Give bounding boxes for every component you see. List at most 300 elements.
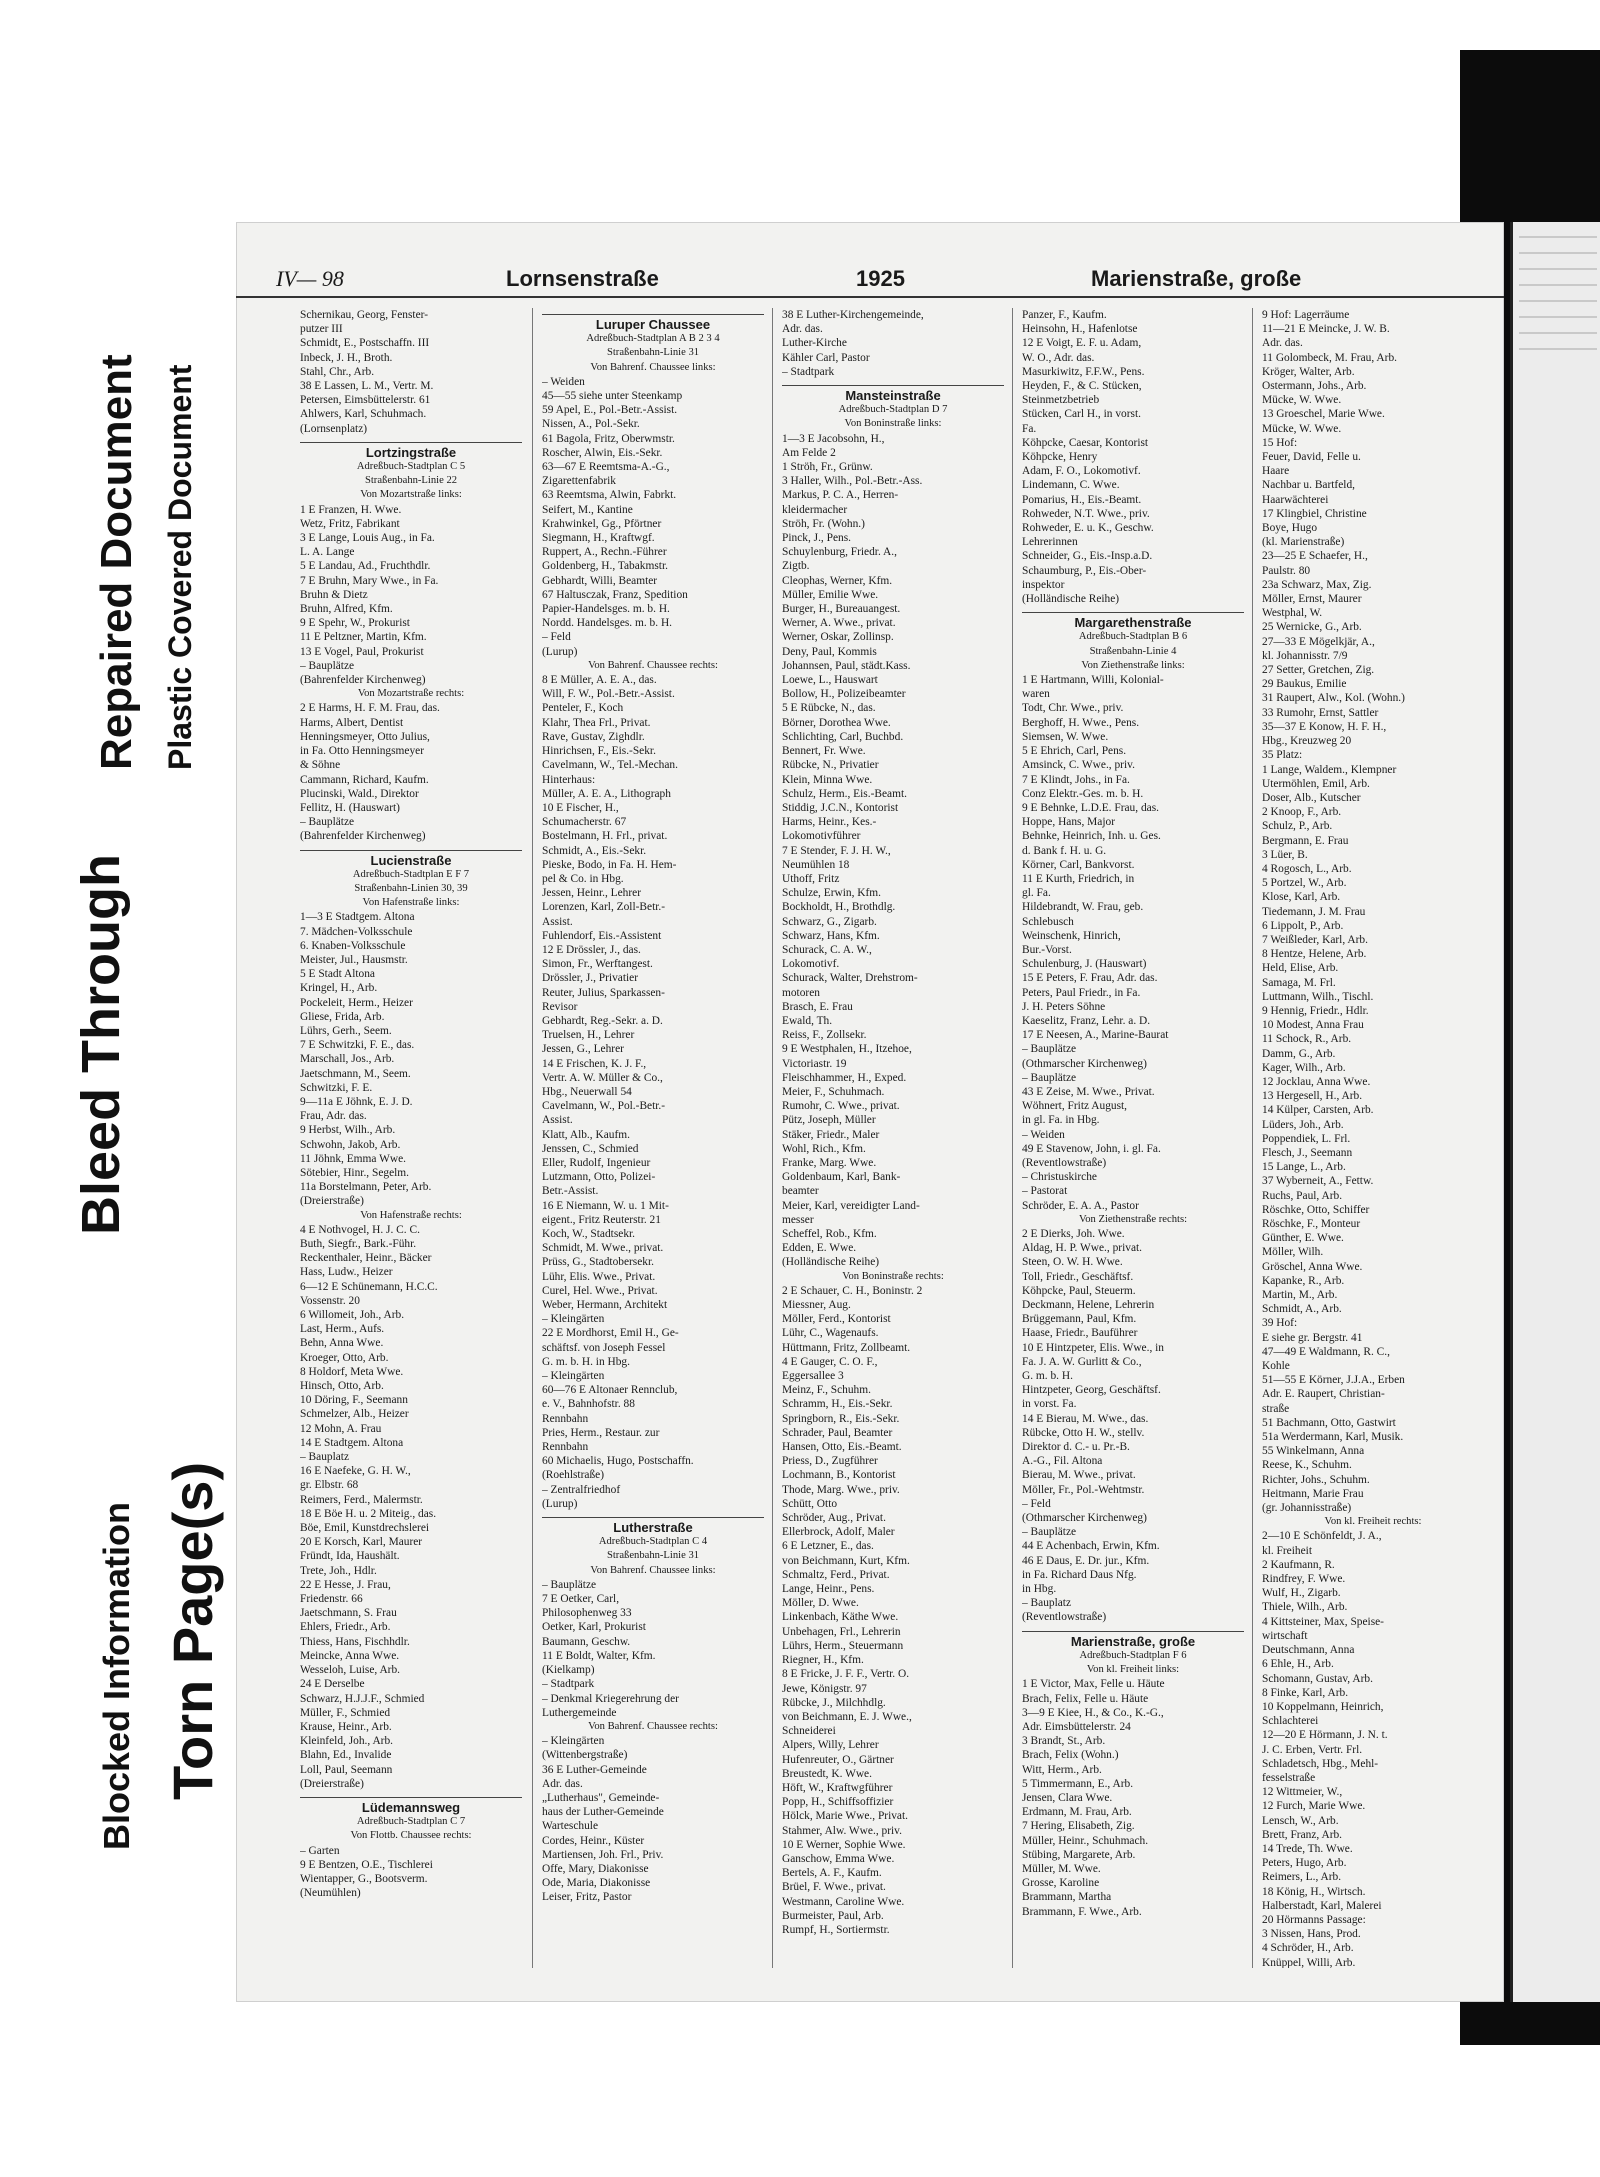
directory-entry: Schmidt, M. Wwe., privat.	[542, 1242, 664, 1255]
directory-entry: Rübcke, J., Milchhdlg.	[782, 1696, 886, 1709]
directory-entry: Adr. das.	[782, 323, 823, 336]
directory-entry: Möller, Fr., Pol.-Wehtmstr.	[1022, 1483, 1145, 1496]
street-subheading: Adreßbuch-Stadtplan B 6	[1078, 631, 1188, 643]
street-subheading: Von Bahrenf. Chaussee rechts:	[588, 1720, 718, 1732]
directory-entry: & Söhne	[300, 759, 341, 772]
directory-entry: – Bauplätze	[542, 1578, 597, 1591]
directory-entry: in Hbg.	[1022, 1583, 1057, 1596]
directory-entry: Marschall, Jos., Arb.	[300, 1053, 395, 1066]
directory-entry: Klahr, Thea Frl., Privat.	[542, 716, 651, 729]
street-subheading: Von Boninstraße links:	[844, 418, 942, 430]
directory-entry: 11 E Boldt, Walter, Kfm.	[542, 1649, 656, 1662]
directory-entry: Baumann, Geschw.	[542, 1635, 631, 1648]
directory-entry: motoren	[782, 986, 820, 999]
directory-entry: Köhpcke, Paul, Steuerm.	[1022, 1284, 1136, 1297]
directory-entry: Schramm, H., Eis.-Sekr.	[782, 1398, 893, 1411]
directory-entry: Aldag, H. P. Wwe., privat.	[1022, 1242, 1143, 1255]
directory-entry: Grosse, Karoline	[1022, 1877, 1100, 1890]
directory-entry: 7 E Klindt, Johs., in Fa.	[1022, 773, 1130, 786]
directory-entry: 5 Portzel, W., Arb.	[1262, 877, 1347, 890]
directory-entry: Am Felde 2	[782, 446, 836, 459]
directory-entry: 63—67 E Reemtsma-A.-G.,	[542, 461, 670, 474]
directory-entry: 7 Hering, Elisabeth, Zig.	[1022, 1820, 1135, 1833]
directory-entry: Harms, Heinr., Kes.-	[782, 816, 877, 829]
directory-entry: Meier, F., Schuhmach.	[782, 1085, 885, 1098]
directory-entry: Schulze, Erwin, Kfm.	[782, 887, 882, 900]
directory-entry: Boye, Hugo	[1262, 522, 1318, 535]
directory-entry: 10 Koppelmann, Heinrich,	[1262, 1700, 1384, 1713]
directory-entry: Rübcke, N., Privatier	[782, 759, 879, 772]
directory-entry: Reimers, Ferd., Malermstr.	[300, 1493, 423, 1506]
directory-entry: Fa. J. A. W. Gurlitt & Co.,	[1022, 1355, 1142, 1368]
directory-entry: 4 Rogosch, L., Arb.	[1262, 862, 1352, 875]
directory-entry: Breustedt, K. Wwe.	[782, 1767, 872, 1780]
directory-entry: Adr. E. Raupert, Christian-	[1262, 1388, 1385, 1401]
directory-entry: 3 E Lange, Louis Aug., in Fa.	[300, 532, 435, 545]
street-heading: Margarethenstraße	[1022, 612, 1244, 630]
directory-entry: Lindemann, C. Wwe.	[1022, 479, 1120, 492]
directory-entry: 15 Lange, L., Arb.	[1262, 1161, 1346, 1174]
directory-entry: Gröschel, Anna Wwe.	[1262, 1260, 1363, 1273]
directory-entry: 2 E Dierks, Joh. Wwe.	[1022, 1228, 1125, 1240]
directory-entry: (Holländische Reihe)	[1022, 593, 1120, 606]
directory-entry: Bergmann, E. Frau	[1262, 834, 1349, 847]
directory-entry: Scheffel, Rob., Kfm.	[782, 1228, 877, 1240]
directory-entry: Inbeck, J. H., Broth.	[300, 351, 393, 364]
directory-entry: Unbehagen, Frl., Lehrerin	[782, 1625, 901, 1638]
directory-entry: 2 E Harms, H. F. M. Frau, das.	[300, 702, 440, 715]
directory-entry: kleidermacher	[782, 503, 848, 516]
directory-entry: Held, Elise, Arb.	[1262, 962, 1339, 975]
directory-entry: 9 Herbst, Wilh., Arb.	[300, 1124, 396, 1137]
directory-entry: Rohweder, E. u. K., Geschw.	[1022, 522, 1154, 535]
directory-entry: Cleophas, Werner, Kfm.	[782, 574, 893, 587]
directory-entry: 8 Holdorf, Meta Wwe.	[300, 1365, 404, 1378]
directory-entry: Ellerbrock, Adolf, Maler	[782, 1526, 895, 1539]
directory-entry: Günther, E. Wwe.	[1262, 1232, 1344, 1245]
directory-entry: – Bauplatz	[1022, 1597, 1072, 1610]
directory-entry: Edden, E. Wwe.	[782, 1242, 857, 1255]
directory-entry: A.-G., Fil. Altona	[1022, 1455, 1103, 1468]
directory-entry: Meister, Jul., Hausmstr.	[300, 953, 408, 966]
directory-entry: – Bauplätze	[300, 659, 355, 672]
directory-entry: Curel, Hel. Wwe., Privat.	[542, 1284, 658, 1297]
directory-entry: 9—11a E Jöhnk, E. J. D.	[300, 1095, 413, 1108]
directory-entry: Adr. das.	[542, 1777, 583, 1790]
directory-entry: straße	[1262, 1402, 1290, 1415]
directory-entry: in gl. Fa. in Hbg.	[1022, 1114, 1100, 1127]
directory-entry: Schulz, Herm., Eis.-Beamt.	[782, 787, 907, 800]
directory-entry: Lühr, C., Wagenaufs.	[782, 1327, 879, 1340]
directory-entry: 7 E Oetker, Carl,	[542, 1593, 620, 1606]
directory-entry: Westmann, Caroline Wwe.	[782, 1895, 905, 1908]
directory-entry: Hoppe, Hans, Major	[1022, 816, 1116, 829]
directory-entry: Müller, A. E. A., Lithograph	[542, 787, 671, 800]
directory-entry: Fa.	[1022, 422, 1037, 435]
directory-entry: Hüttmann, Fritz, Zollbeamt.	[782, 1341, 911, 1354]
directory-entry: Pinck, J., Pens.	[782, 532, 851, 545]
directory-entry: Pomarius, H., Eis.-Beamt.	[1022, 493, 1142, 506]
directory-entry: Richter, Johs., Schuhm.	[1262, 1473, 1370, 1486]
directory-entry: Goldenberg, H., Tabakmstr.	[542, 560, 668, 573]
directory-entry: 5 E Landau, Ad., Fruchthdlr.	[300, 560, 431, 573]
directory-entry: 60 Michaelis, Hugo, Postschaffn.	[542, 1455, 694, 1468]
directory-entry: Conz Elektr.-Ges. m. b. H.	[1022, 787, 1144, 800]
directory-entry: Ströh, Fr. (Wohn.)	[782, 517, 865, 530]
directory-entry: Witt, Herm., Arb.	[1022, 1763, 1102, 1776]
directory-entry: Simon, Fr., Werftangest.	[542, 958, 653, 971]
directory-entry: 27 Setter, Gretchen, Zig.	[1262, 664, 1375, 677]
directory-entry: 12 E Drössler, J., das.	[542, 943, 641, 956]
directory-entry: 2—10 E Schönfeldt, J. A.,	[1262, 1530, 1382, 1543]
directory-entry: Peters, Paul Friedr., in Fa.	[1022, 986, 1141, 999]
directory-entry: Vertr. A. W. Müller & Co.,	[542, 1071, 663, 1084]
directory-entry: 16 E Niemann, W. u. 1 Mit-	[542, 1199, 669, 1212]
directory-entry: Mücke, W. Wwe.	[1262, 422, 1342, 435]
directory-entry: Möller, D. Wwe.	[782, 1597, 859, 1610]
directory-entry: Hufenreuter, O., Gärtner	[782, 1753, 894, 1766]
directory-entry: Markus, P. C. A., Herren-	[782, 489, 899, 502]
directory-entry: Wulf, H., Zigarb.	[1262, 1587, 1341, 1600]
directory-entry: Thiele, Wilh., Arb.	[1262, 1601, 1348, 1614]
directory-entry: 14 E Bierau, M. Wwe., das.	[1022, 1412, 1149, 1425]
directory-entry: Schütt, Otto	[782, 1497, 838, 1510]
street-heading: Mansteinstraße	[782, 385, 1004, 403]
directory-entry: (Kielkamp)	[542, 1664, 595, 1677]
directory-entry: Goldenbaum, Karl, Bank-	[782, 1171, 901, 1184]
directory-entry: 4 Schröder, H., Arb.	[1262, 1942, 1354, 1955]
directory-entry: 33 Rumohr, Ernst, Sattler	[1262, 706, 1379, 719]
directory-entry: G. m. b. H.	[1022, 1370, 1073, 1383]
directory-entry: 43 E Zeise, M. Wwe., Privat.	[1022, 1085, 1155, 1098]
directory-entry: 11—21 E Meincke, J. W. B.	[1262, 323, 1390, 336]
directory-entry: 51 Bachmann, Otto, Gastwirt	[1262, 1416, 1396, 1429]
street-subheading: Von Bahrenf. Chaussee rechts:	[588, 659, 718, 671]
directory-entry: Ewald, Th.	[782, 1014, 833, 1027]
directory-entry: Ruchs, Paul, Arb.	[1262, 1189, 1343, 1202]
directory-entry: Jewe, Königstr. 97	[782, 1682, 867, 1695]
directory-entry: Victoriastr. 19	[782, 1057, 847, 1070]
directory-entry: von Beichmann, E. J. Wwe.,	[782, 1710, 912, 1723]
directory-entry: Brammann, F. Wwe., Arb.	[1022, 1905, 1142, 1918]
column-1	[300, 308, 522, 1968]
street-subheading: Straßenbahn-Linie 31	[606, 347, 700, 359]
directory-entry: Müller, M. Wwe.	[1022, 1862, 1101, 1875]
column-5	[1262, 308, 1484, 1968]
directory-entry: Reckenthaler, Heinr., Bäcker	[300, 1252, 432, 1265]
directory-entry: 2 E Schauer, C. H., Boninstr. 2	[782, 1284, 923, 1297]
directory-entry: Röschke, F., Monteur	[1262, 1218, 1361, 1230]
directory-entry: 8 Finke, Karl, Arb.	[1262, 1686, 1349, 1699]
directory-entry: Kleinfeld, Joh., Arb.	[300, 1735, 394, 1748]
directory-entry: 6. Knaben-Volksschule	[300, 939, 406, 952]
directory-entry: Ode, Maria, Diakonisse	[542, 1877, 651, 1890]
directory-entry: Siegmann, H., Kraftwgf.	[542, 532, 655, 545]
directory-entry: Neumühlen 18	[782, 858, 850, 871]
directory-entry: Schneider, G., Eis.-Insp.a.D.	[1022, 550, 1153, 563]
directory-entry: – Kleingärten	[542, 1735, 605, 1748]
directory-entry: schäftsf. von Joseph Fessel	[542, 1341, 666, 1354]
street-subheading: Von kl. Freiheit rechts:	[1324, 1516, 1422, 1528]
directory-entry: Köhpcke, Caesar, Kontorist	[1022, 436, 1149, 449]
directory-entry: Thode, Marg. Wwe., priv.	[782, 1483, 900, 1496]
directory-entry: Rennbahn	[542, 1441, 589, 1454]
directory-entry: 12 Wittmeier, W.,	[1262, 1786, 1343, 1799]
directory-entry: Warteschule	[542, 1820, 599, 1833]
directory-entry: 11 E Peltzner, Martin, Kfm.	[300, 631, 427, 644]
directory-entry: „Lutherhaus", Gemeinde-	[542, 1791, 660, 1804]
directory-entry: Behnke, Heinrich, Inh. u. Ges.	[1022, 830, 1161, 843]
directory-entry: Thiess, Hans, Fischhdlr.	[300, 1635, 410, 1648]
directory-entry: Priess, D., Zugführer	[782, 1455, 878, 1468]
directory-entry: Hintzpeter, Georg, Geschäftsf.	[1022, 1384, 1161, 1397]
directory-entry: Wientapper, G., Bootsverm.	[300, 1872, 428, 1885]
directory-entry: – Stadtpark	[542, 1678, 595, 1691]
directory-entry: Pries, Herm., Restaur. zur	[542, 1426, 660, 1439]
street-subheading: Adreßbuch-Stadtplan C 7	[356, 1816, 466, 1828]
directory-entry: 18 König, H., Wirtsch.	[1262, 1885, 1366, 1898]
directory-entry: 5 E Stadt Altona	[300, 968, 375, 981]
street-subheading: Adreßbuch-Stadtplan D 7	[838, 404, 948, 416]
side-labels	[0, 300, 230, 1860]
directory-entry: Peters, Hugo, Arb.	[1262, 1857, 1347, 1870]
directory-entry: in Fa. Richard Daus Nfg.	[1022, 1568, 1137, 1581]
directory-entry: Roscher, Alwin, Eis.-Sekr.	[542, 446, 663, 459]
directory-entry: (Lurup)	[542, 1497, 578, 1510]
street-subheading: Straßenbahn-Linie 31	[606, 1550, 700, 1562]
street-subheading: Von Hafenstraße links:	[362, 897, 460, 909]
directory-entry: 9 Hof: Lagerräume	[1262, 309, 1350, 321]
directory-entry: Schaumburg, P., Eis.-Ober-	[1022, 564, 1147, 577]
directory-entry: (Lornsenplatz)	[300, 422, 368, 435]
directory-entry: 2 Knoop, F., Arb.	[1262, 806, 1342, 819]
directory-entry: 4 E Gauger, C. O. F.,	[782, 1355, 878, 1368]
directory-entry: Tiedemann, J. M. Frau	[1262, 905, 1366, 918]
street-heading: Lutherstraße	[542, 1517, 764, 1535]
directory-entry: Hölck, Marie Wwe., Privat.	[782, 1810, 909, 1823]
directory-entry: Schmaltz, Ferd., Privat.	[782, 1568, 890, 1581]
directory-entry: 12 E Voigt, E. F. u. Adam,	[1022, 337, 1142, 350]
directory-entry: 20 E Korsch, Karl, Maurer	[300, 1536, 423, 1549]
directory-entry: Zigarettenfabrik	[542, 475, 617, 488]
directory-entry: Gliese, Frida, Arb.	[300, 1010, 385, 1023]
directory-entry: Brasch, E. Frau	[782, 1000, 853, 1013]
column-divider	[532, 308, 533, 1968]
directory-entry: Halberstadt, Karl, Malerei	[1262, 1899, 1382, 1912]
directory-entry: Poppendiek, L. Frl.	[1262, 1132, 1351, 1145]
directory-entry: Schwarz, Hans, Kfm.	[782, 929, 880, 942]
directory-entry: inspektor	[1022, 578, 1065, 591]
street-subheading: Straßenbahn-Linien 30, 39	[354, 882, 468, 894]
directory-entry: 17 Klingbiel, Christine	[1262, 507, 1367, 520]
directory-entry: Stiddig, J.C.N., Kontorist	[782, 801, 899, 814]
directory-entry: Schröder, E. A. A., Pastor	[1022, 1199, 1139, 1212]
directory-entry: Lührs, Herm., Steuermann	[782, 1639, 904, 1652]
directory-entry: Deckmann, Helene, Lehrerin	[1022, 1299, 1155, 1312]
directory-entry: (gr. Johannisstraße)	[1262, 1502, 1352, 1515]
directory-entry: Wetz, Fritz, Fabrikant	[300, 517, 400, 530]
directory-entry: (Lurup)	[542, 645, 578, 658]
directory-entry: 13 E Vogel, Paul, Prokurist	[300, 645, 424, 658]
directory-entry: 1—3 E Jacobsohn, H.,	[782, 432, 885, 445]
directory-entry: Klein, Minna Wwe.	[782, 773, 873, 786]
directory-entry: Zigtb.	[782, 560, 810, 573]
directory-entry: (Reventlowstraße)	[1022, 1156, 1107, 1169]
directory-entry: Knüppel, Willi, Arb.	[1262, 1956, 1356, 1968]
directory-entry: Weber, Hermann, Architekt	[542, 1299, 668, 1312]
directory-entry: 5 Timmermann, E., Arb.	[1022, 1777, 1134, 1790]
directory-entry: Lokomotivf.	[782, 958, 840, 971]
directory-entry: 31 Raupert, Alw., Kol. (Wohn.)	[1262, 692, 1405, 705]
street-subheading: Straßenbahn-Linie 4	[1089, 645, 1177, 657]
directory-entry: Stahmer, Alw. Wwe., priv.	[782, 1824, 902, 1837]
directory-entry: 4 Kittsteiner, Max, Speise-	[1262, 1615, 1384, 1628]
directory-entry: – Weiden	[542, 375, 585, 388]
directory-entry: Stahl, Chr., Arb.	[300, 365, 375, 378]
header-year: 1925	[856, 266, 905, 291]
directory-entry: 13 Hergesell, H., Arb.	[1262, 1090, 1363, 1103]
directory-entry: Rumohr, C. Wwe., privat.	[782, 1100, 900, 1113]
directory-entry: – Kleingärten	[542, 1313, 605, 1326]
directory-entry: Schmelzer, Alb., Heizer	[300, 1408, 409, 1421]
directory-entry: Johannsen, Paul, städt.Kass.	[782, 659, 911, 672]
directory-entry: Krause, Heinr., Arb.	[300, 1720, 392, 1733]
directory-entry: Alpers, Willy, Lehrer	[782, 1739, 879, 1752]
directory-entry: Plucinski, Wald., Direktor	[300, 787, 419, 800]
directory-entry: Westphal, W.	[1262, 607, 1323, 620]
directory-entry: Kringel, H., Arb.	[300, 982, 378, 995]
label-plastic-covered: Plastic Covered Document	[162, 364, 198, 770]
directory-entry: 8 E Müller, A. E. A., das.	[542, 674, 657, 687]
street-subheading: Von Ziethenstraße links:	[1081, 659, 1185, 671]
directory-entry: 11 Schock, R., Arb.	[1262, 1033, 1352, 1046]
directory-entry: Flesch, J., Seemann	[1262, 1146, 1353, 1159]
directory-entry: Martiensen, Joh. Frl., Priv.	[542, 1848, 664, 1861]
directory-entry: Röschke, Otto, Schiffer	[1262, 1203, 1370, 1216]
directory-entry: Penteler, F., Koch	[542, 702, 624, 715]
directory-entry: 1 E Hartmann, Willi, Kolonial-	[1022, 674, 1164, 687]
directory-entry: Haarwächterei	[1262, 493, 1329, 506]
directory-entry: Panzer, F., Kaufm.	[1022, 309, 1107, 321]
directory-entry: (Wittenbergstraße)	[542, 1749, 628, 1762]
directory-entry: Schröder, Aug., Privat.	[782, 1512, 886, 1525]
directory-entry: Stäker, Friedr., Maler	[782, 1128, 880, 1141]
directory-entry: Schlachterei	[1262, 1715, 1319, 1728]
directory-entry: Lochmann, B., Kontorist	[782, 1469, 896, 1482]
directory-entry: 14 E Stadtgem. Altona	[300, 1436, 404, 1449]
directory-entry: Steen, O. W. H. Wwe.	[1022, 1256, 1123, 1269]
directory-entry: (Roehlstraße)	[542, 1469, 604, 1482]
directory-entry: Fleischhammer, H., Exped.	[782, 1071, 907, 1084]
directory-entry: Hbg., Kreuzweg 20	[1262, 735, 1352, 748]
directory-entry: Brett, Franz, Arb.	[1262, 1828, 1343, 1841]
directory-entry: Rennbahn	[542, 1412, 589, 1425]
directory-entry: Reuter, Julius, Sparkassen-	[542, 986, 665, 999]
directory-entry: 7. Mädchen-Volksschule	[300, 925, 413, 938]
directory-entry: 14 E Frischen, K. J. F.,	[542, 1057, 647, 1070]
directory-entry: Meincke, Anna Wwe.	[300, 1649, 400, 1662]
directory-entry: 25 Wernicke, G., Arb.	[1262, 621, 1362, 634]
directory-entry: 37 Wyberneit, A., Fettw.	[1262, 1175, 1374, 1188]
directory-entry: – Feld	[542, 631, 571, 644]
directory-entry: 20 Hörmanns Passage:	[1262, 1913, 1366, 1926]
directory-entry: Müller, F., Schmied	[300, 1706, 391, 1719]
directory-entry: Cavelmann, W., Pol.-Betr.-	[542, 1100, 666, 1113]
street-subheading: Von Bahrenf. Chaussee links:	[590, 1564, 716, 1576]
directory-entry: 12 Furch, Marie Wwe.	[1262, 1800, 1366, 1813]
directory-entry: Blahn, Ed., Invalide	[300, 1749, 392, 1762]
directory-entry: Cammann, Richard, Kaufm.	[300, 773, 429, 786]
directory-entry: Deny, Paul, Kommis	[782, 645, 877, 658]
directory-entry: Jaetschmann, M., Seem.	[300, 1067, 411, 1080]
directory-entry: Siemsen, W. Wwe.	[1022, 730, 1109, 743]
directory-entry: Lüders, Joh., Arb.	[1262, 1118, 1344, 1131]
street-subheading: Von Boninstraße rechts:	[842, 1270, 944, 1282]
directory-entry: (Othmarscher Kirchenweg)	[1022, 1057, 1147, 1070]
directory-entry: Pütz, Joseph, Müller	[782, 1114, 876, 1127]
directory-entry: 59 Apel, E., Pol.-Betr.-Assist.	[542, 404, 678, 417]
street-subheading: Adreßbuch-Stadtplan C 4	[598, 1536, 708, 1548]
header-street-right: Marienstraße, große	[1091, 266, 1302, 291]
directory-entry: Jensen, Clara Wwe.	[1022, 1791, 1113, 1804]
directory-entry: Petersen, Eimsbüttelerstr. 61	[300, 394, 431, 407]
label-blocked-information: Blocked Information	[96, 1501, 137, 1850]
directory-entry: Bostelmann, H. Frl., privat.	[542, 830, 668, 843]
directory-entry: Nissen, A., Pol.-Sekr.	[542, 418, 640, 431]
directory-entry: Reese, K., Schuhm.	[1262, 1459, 1352, 1472]
directory-entry: 49 E Stavenow, John, i. gl. Fa.	[1022, 1142, 1161, 1155]
directory-entry: Truelsen, H., Lehrer	[542, 1029, 635, 1042]
directory-entry: 6—12 E Schünemann, H.C.C.	[300, 1280, 438, 1293]
directory-entry: 35 Platz:	[1262, 749, 1303, 762]
directory-entry: 3 Nissen, Hans, Prod.	[1262, 1928, 1361, 1941]
directory-entry: Springborn, R., Eis.-Sekr.	[782, 1412, 900, 1425]
directory-entry: Lokomotivführer	[782, 830, 861, 843]
directory-entry: Schwarz, G., Zigarb.	[782, 915, 877, 928]
directory-entry: Lensch, W., Arb.	[1262, 1814, 1339, 1827]
directory-entry: e. V., Bahnhofstr. 88	[542, 1398, 635, 1411]
directory-entry: Schlebusch	[1022, 915, 1074, 928]
directory-entry: Buth, Siegfr., Bark.-Führ.	[300, 1238, 417, 1250]
directory-entry: (Bahrenfelder Kirchenweg)	[300, 830, 426, 843]
directory-entry: 12 Jocklau, Anna Wwe.	[1262, 1075, 1371, 1088]
directory-entry: Bockholdt, H., Brothdlg.	[782, 901, 896, 914]
directory-entry: Cavelmann, W., Tel.-Mechan.	[542, 759, 678, 772]
directory-entry: 9 E Bentzen, O.E., Tischlerei	[300, 1858, 433, 1871]
directory-entry: Adam, F. O., Lokomotivf.	[1022, 465, 1141, 478]
street-subheading: Straßenbahn-Linie 22	[364, 475, 458, 487]
directory-entry: Amsinck, C. Wwe., priv.	[1022, 759, 1135, 772]
directory-entry: 6 E Letzner, E., das.	[782, 1540, 874, 1553]
directory-entry: 15 E Peters, F. Frau, Adr. das.	[1022, 972, 1158, 985]
directory-entry: Behn, Anna Wwe.	[300, 1337, 384, 1350]
directory-entry: Assist.	[542, 915, 573, 928]
directory-entry: Heitmann, Marie Frau	[1262, 1487, 1364, 1500]
street-heading: Lortzingstraße	[300, 442, 522, 460]
directory-entry: 3 Brandt, St., Arb.	[1022, 1735, 1106, 1748]
directory-entry: Lühr, Elis. Wwe., Privat.	[542, 1270, 656, 1283]
directory-entry: 9 E Spehr, W., Prokurist	[300, 617, 410, 630]
directory-entry: 24 E Derselbe	[300, 1678, 365, 1691]
directory-entry: J. C. Erben, Vertr. Frl.	[1262, 1743, 1363, 1756]
directory-entry: Kager, Wilh., Arb.	[1262, 1061, 1346, 1074]
directory-entry: Trete, Joh., Hdlr.	[300, 1564, 377, 1577]
adjacent-page-edge	[1510, 222, 1600, 2002]
directory-entry: Köhpcke, Henry	[1022, 451, 1098, 464]
directory-entry: – Bauplätze	[1022, 1043, 1077, 1056]
directory-entry: Gebhardt, Willi, Beamter	[542, 574, 658, 587]
directory-entry: in vorst. Fa.	[1022, 1398, 1077, 1411]
